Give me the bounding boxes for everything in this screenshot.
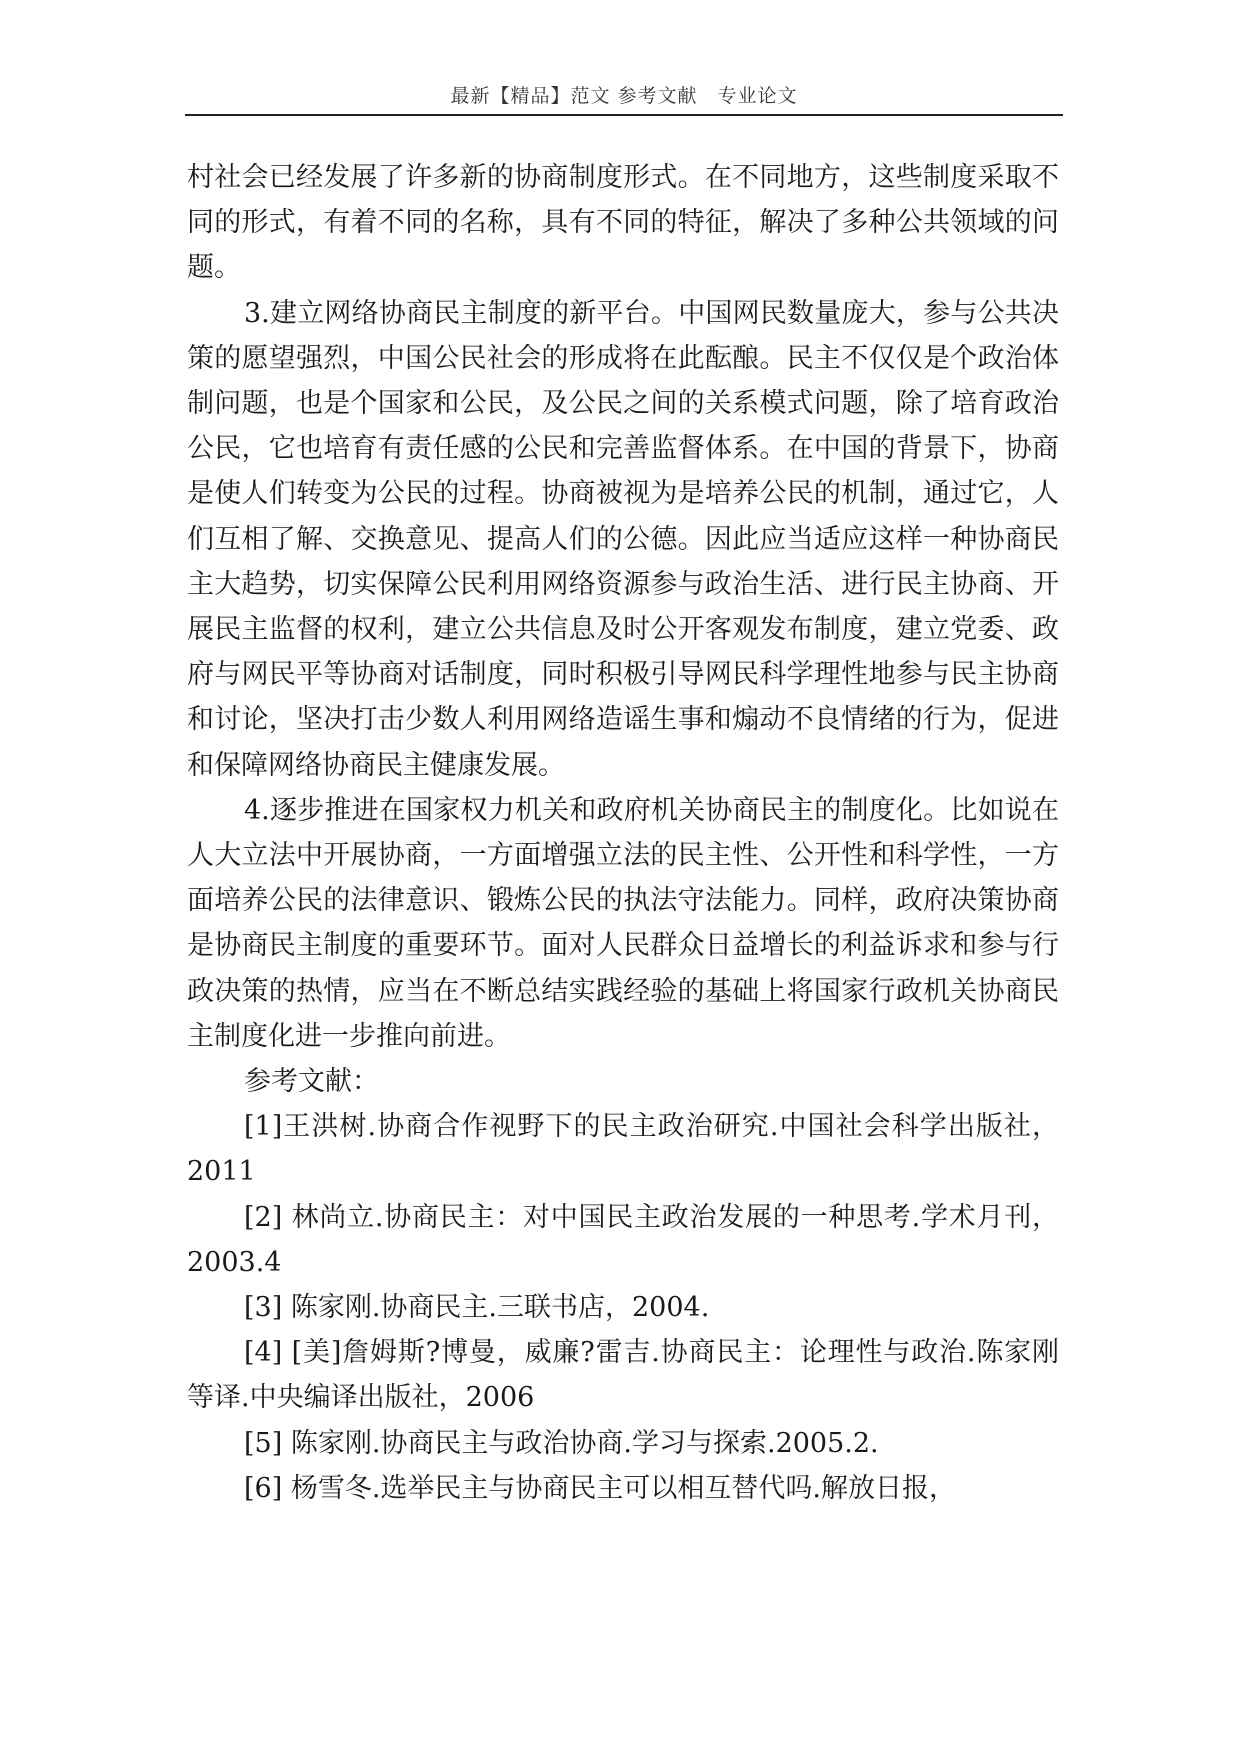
- paragraph-continuation: 村社会已经发展了许多新的协商制度形式。在不同地方，这些制度采取不同的形式，有着不同的名称，具有不同的特征，解决了多种公共领域的问题。: [187, 162, 1059, 284]
- reference-item-4: [4] [美]詹姆斯?博曼，威廉?雷吉.协商民主：论理性与政治.陈家刚等译.中央编译出版社，2006: [187, 1337, 1059, 1414]
- reference-item-1: [1]王洪树.协商合作视野下的民主政治研究.中国社会科学出版社，2011: [187, 1111, 1059, 1188]
- reference-item-5: [5] 陈家刚.协商民主与政治协商.学习与探索.2005.2.: [244, 1427, 879, 1459]
- reference-item-3: [3] 陈家刚.协商民主.三联书店，2004.: [244, 1292, 710, 1324]
- references-heading: 参考文献：: [244, 1066, 379, 1098]
- paragraph-item-4: 4.逐步推进在国家权力机关和政府机关协商民主的制度化。比如说在人大立法中开展协商，一方面增强立法的民主性、公开性和科学性，一方面培养公民的法律意识、锻炼公民的执法守法能力。同样，政府决策协商是协商民主制度的重要环节。面对人民群众日益增长的利益诉求和参与行政决策的热情，应当在不断总结实践经验的基础上将国家行政机关协商民主制度化进一步推向前进。: [187, 794, 1059, 1052]
- reference-item-6: [6] 杨雪冬.选举民主与协商民主可以相互替代吗.解放日报，: [244, 1472, 956, 1504]
- paragraph-item-3: 3.建立网络协商民主制度的新平台。中国网民数量庞大，参与公共决策的愿望强烈，中国公民社会的形成将在此酝酿。民主不仅仅是个政治体制问题，也是个国家和公民，及公民之间的关系模式问题，除了培育政治公民，它也培育有责任感的公民和完善监督体系。在中国的背景下，协商是使人们转变为公民的过程。协商被视为是培养公民的机制，通过它，人们互相了解、交换意见、提高人们的公德。因此应当适应这样一种协商民主大趋势，切实保障公民利用网络资源参与政治生活、进行民主协商、开展民主监督的权利，建立公共信息及时公开客观发布制度，建立党委、政府与网民平等协商对话制度，同时积极引导网民科学理性地参与民主协商和讨论，坚决打击少数人利用网络造谣生事和煽动不良情绪的行为，促进和保障网络协商民主健康发展。: [187, 297, 1059, 781]
- reference-item-2: [2] 林尚立.协商民主：对中国民主政治发展的一种思考.学术月刊，2003.4: [187, 1201, 1059, 1278]
- header-divider: [185, 114, 1063, 116]
- document-body: [187, 155, 1059, 1511]
- page-header: 最新【精品】范文 参考文献 专业论文: [450, 85, 798, 107]
